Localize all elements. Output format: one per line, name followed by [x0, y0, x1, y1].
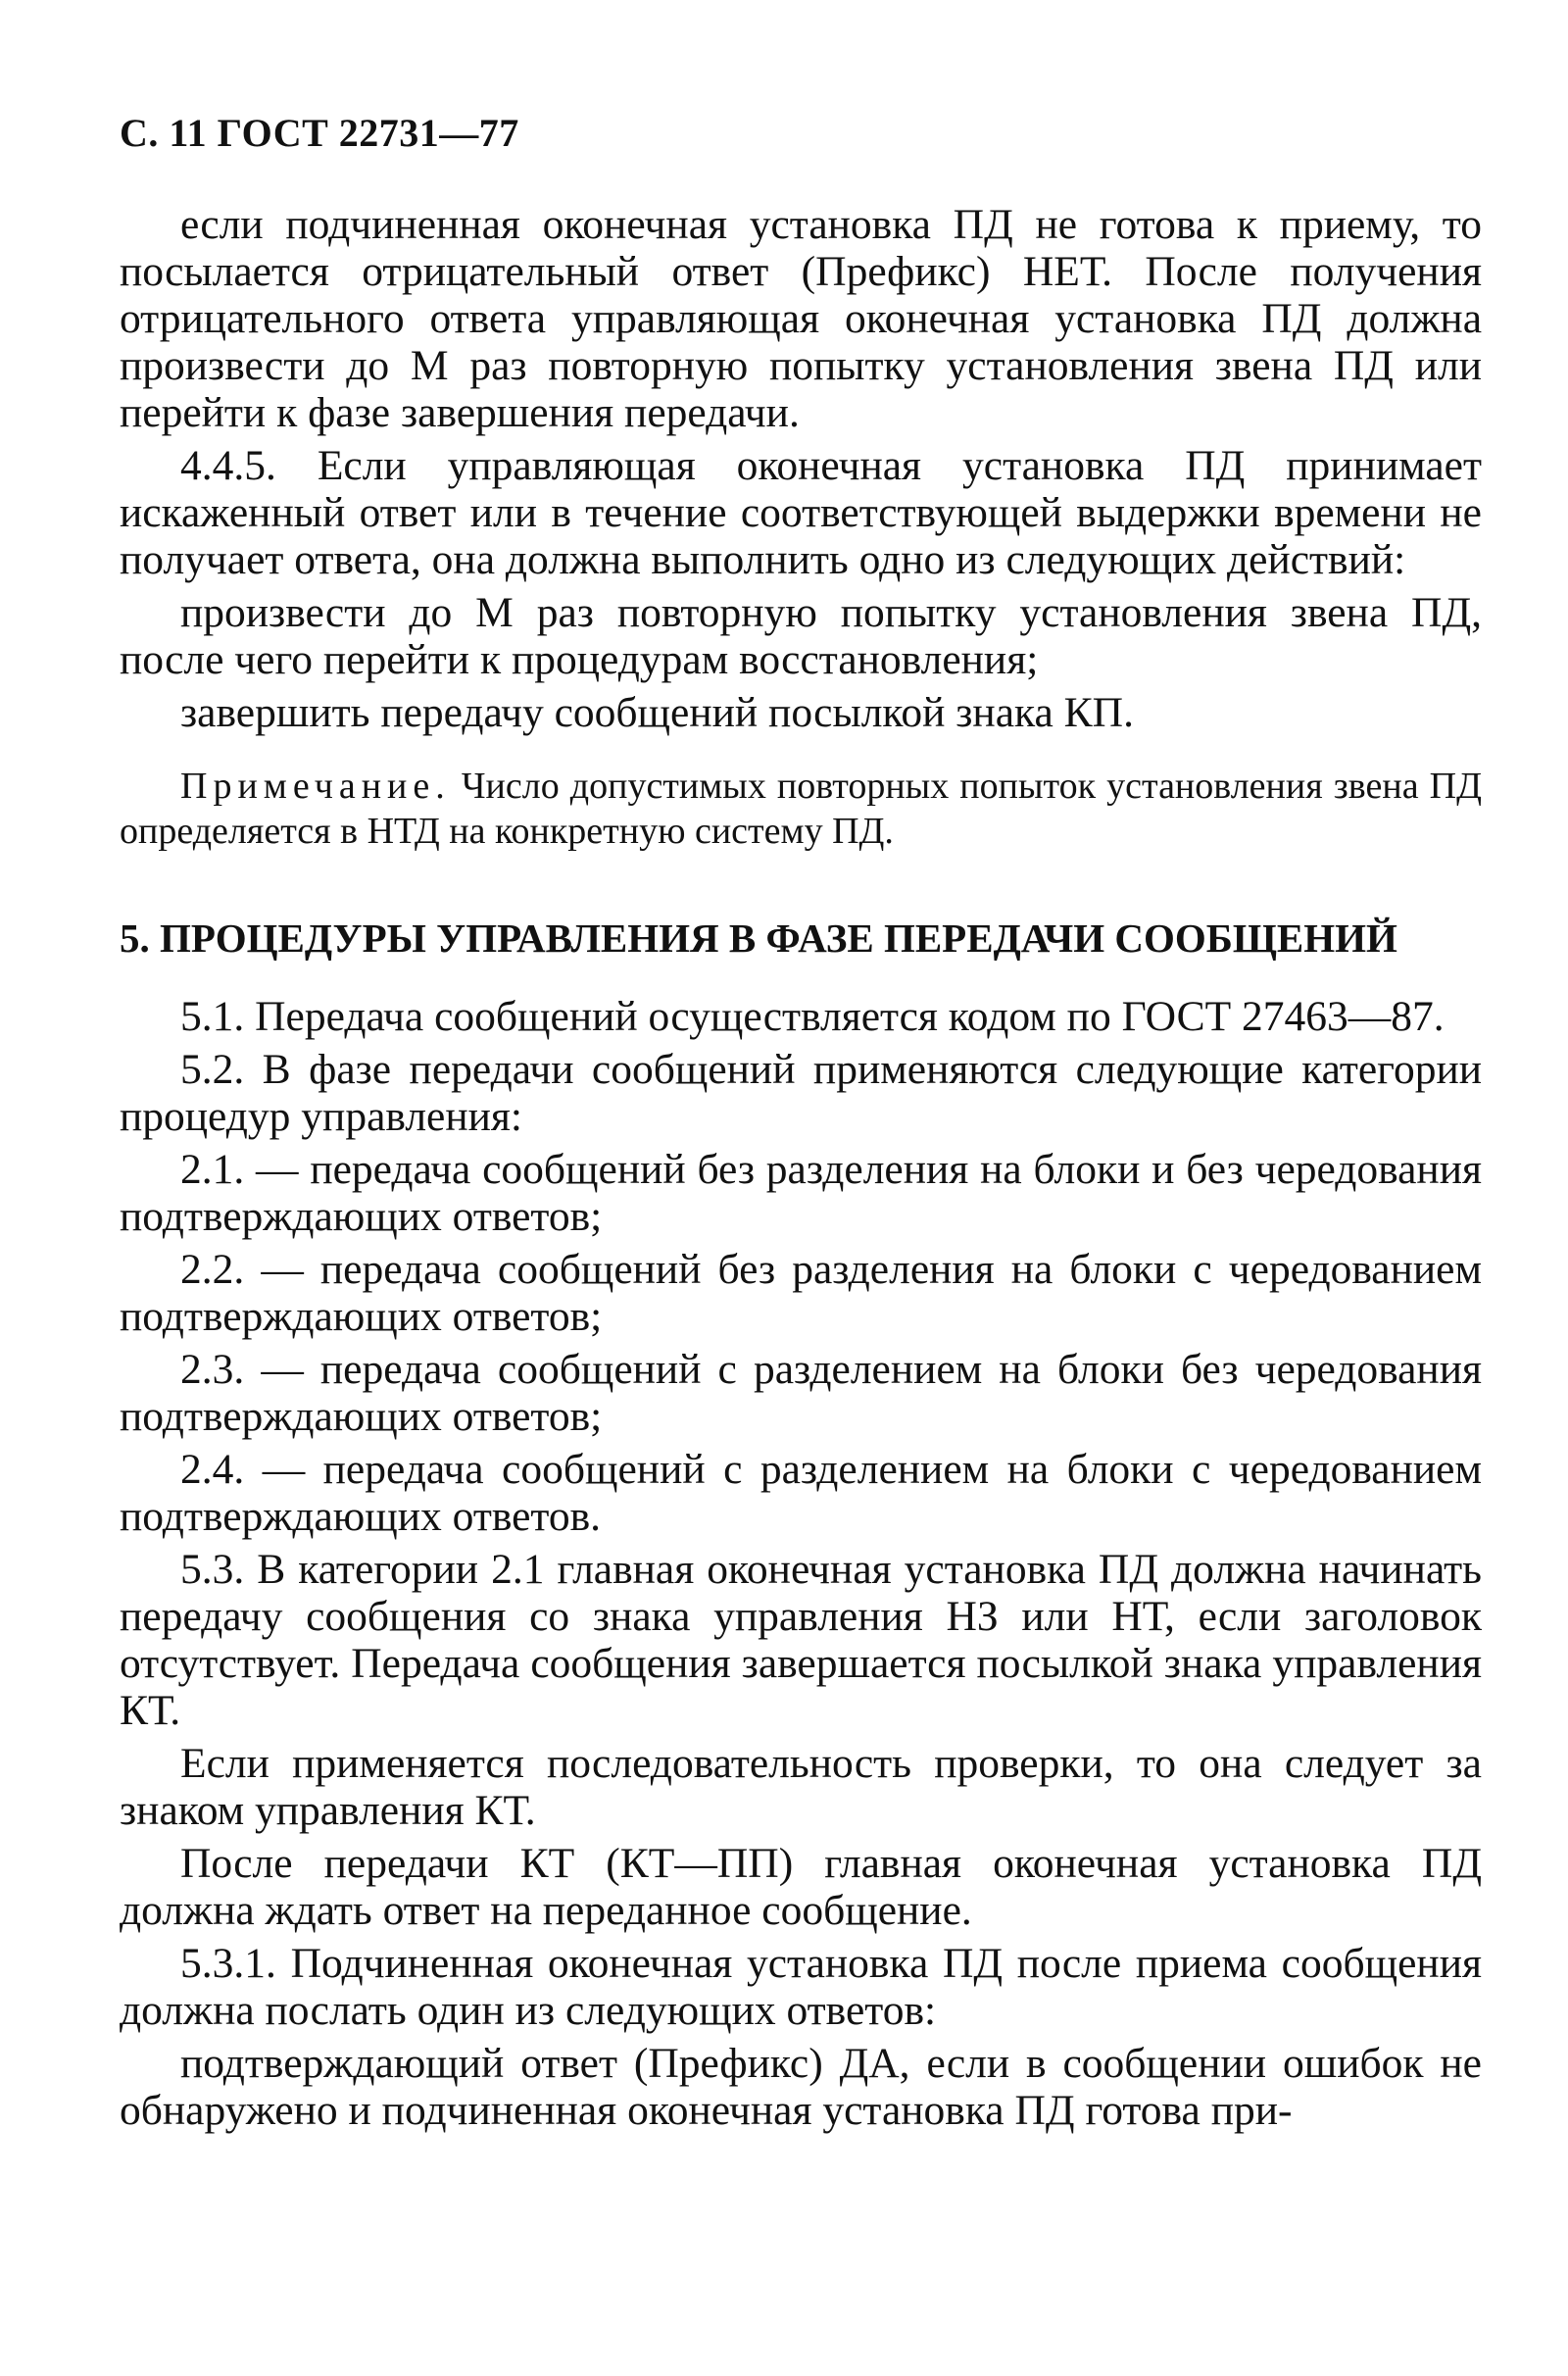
list-item-2-4: 2.4. — передача сообщений с разделением на блоки с чередованием подтверждающих ответов.	[120, 1446, 1482, 1540]
paragraph-negative-response: если подчиненная оконечная установка ПД не готова к приему, то посылается отрицательный ответ (Префикс) НЕТ. После получения отрицательного ответа управляющая оконечная установка ПД должна произвести до М раз повторную попытку установления звена ПД или перейти к фазе завершения передачи.	[120, 201, 1482, 436]
paragraph-retry-action: произвести до М раз повторную попытку установления звена ПД, после чего перейти к процедурам восстановления;	[120, 589, 1482, 683]
note-label: Примечание.	[180, 766, 451, 807]
list-item-2-3: 2.3. — передача сообщений с разделением на блоки без чередования подтверждающих ответов;	[120, 1346, 1482, 1440]
paragraph-5-3: 5.3. В категории 2.1 главная оконечная установка ПД должна начинать передачу сообщения со знака управления НЗ или НТ, если заголовок отсутствует. Передача сообщения завершается посылкой знака управления КТ.	[120, 1546, 1482, 1734]
paragraph-5-2: 5.2. В фазе передачи сообщений применяются следующие категории процедур управления:	[120, 1046, 1482, 1140]
list-item-2-1: 2.1. — передача сообщений без разделения на блоки и без чередования подтверждающих ответов;	[120, 1146, 1482, 1240]
paragraph-wait-response: После передачи КТ (КТ—ПП) главная оконечная установка ПД должна ждать ответ на переданное сообщение.	[120, 1840, 1482, 1934]
paragraph-5-1: 5.1. Передача сообщений осуществляется кодом по ГОСТ 27463—87.	[180, 993, 1445, 1040]
paragraph-4-4-5: 4.4.5. Если управляющая оконечная установка ПД принимает искаженный ответ или в течение соответствующей выдержки времени не получает ответа, она должна выполнить одно из следующих действий:	[120, 442, 1482, 583]
page-body	[120, 201, 1482, 2134]
note-paragraph	[120, 764, 1482, 854]
section-title: 5. ПРОЦЕДУРЫ УПРАВЛЕНИЯ В ФАЗЕ ПЕРЕДАЧИ СООБЩЕНИЙ	[120, 916, 1397, 961]
paragraph-5-3-1: 5.3.1. Подчиненная оконечная установка ПД после приема сообщения должна послать один из следующих ответов:	[120, 1940, 1482, 2034]
list-item-2-2: 2.2. — передача сообщений без разделения на блоки с чередованием подтверждающих ответов;	[120, 1246, 1482, 1340]
paragraph-end-transfer-action: завершить передачу сообщений посылкой знака КП.	[180, 689, 1134, 736]
paragraph-check-sequence: Если применяется последовательность проверки, то она следует за знаком управления КТ.	[120, 1740, 1482, 1834]
running-header: С. 11 ГОСТ 22731—77	[120, 111, 519, 155]
paragraph-confirming-response: подтверждающий ответ (Префикс) ДА, если в сообщении ошибок не обнаружено и подчиненная оконечная установка ПД готова при-	[120, 2040, 1482, 2134]
note-text: Число допустимых повторных попыток установления звена ПД определяется в НТД на конкретную систему ПД.	[120, 766, 1482, 852]
